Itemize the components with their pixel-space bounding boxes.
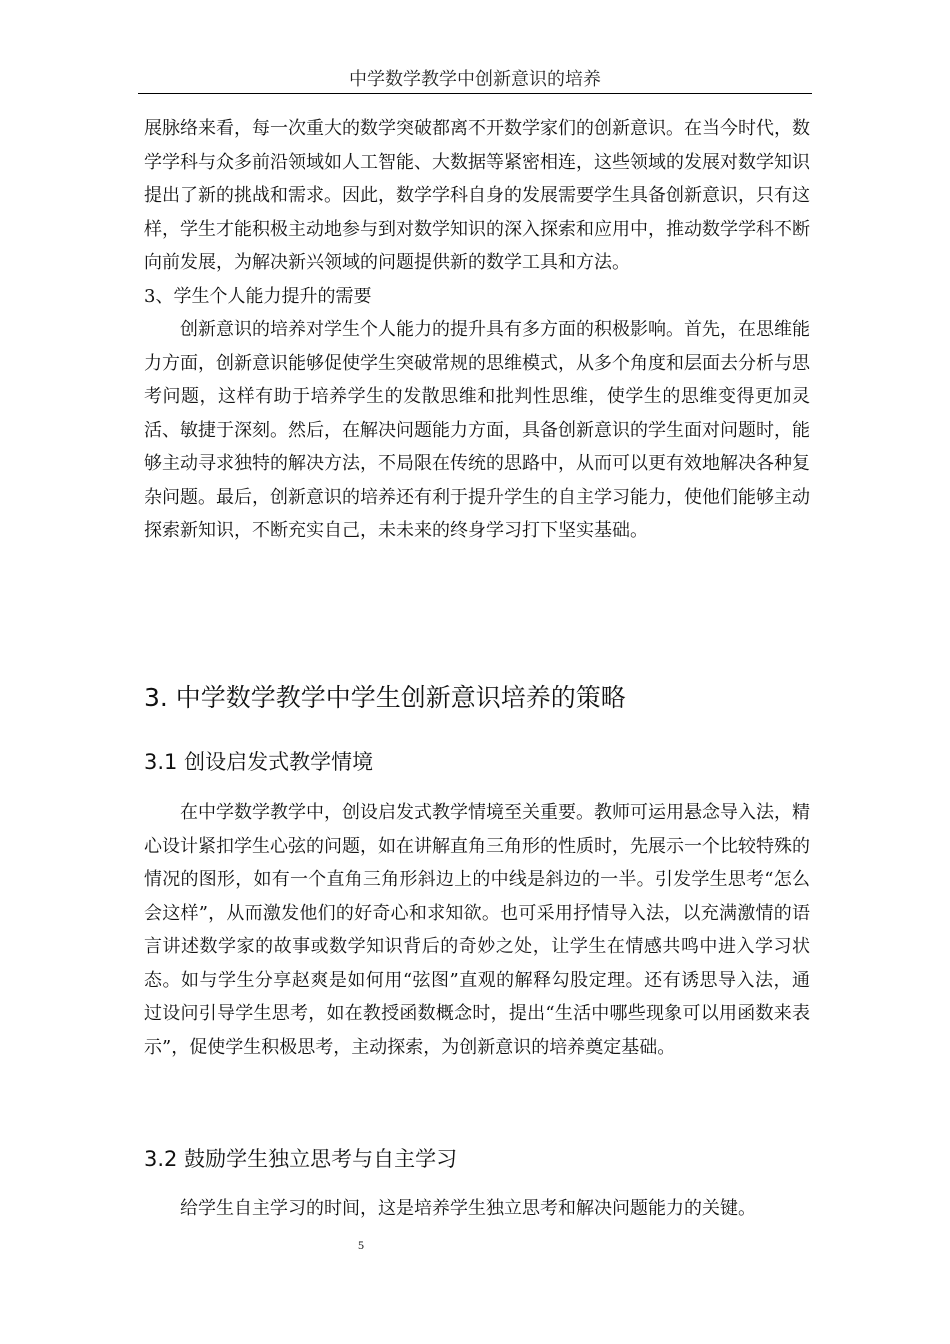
page-number: 5 (358, 1238, 364, 1252)
item-3-paragraph: 创新意识的培养对学生个人能力的提升具有多方面的积极影响。首先，在思维能力方面，创新意识能够促使学生突破常规的思维模式，从多个角度和层面去分析与思考问题，这样有助于培养学生的发散思维和批判性思维，使学生的思维变得更加灵活、敏捷于深刻。然后，在解决问题能力方面，具备创新意识的学生面对问题时，能够主动寻求独特的解决方法，不局限在传统的思路中，从而可以更有效地解决各种复杂问题。最后，创新意识的培养还有利于提升学生的自主学习能力，使他们能够主动探索新知识，不断充实自己，未未来的终身学习打下坚实基础。 (144, 319, 810, 541)
section-3-2-paragraph: 给学生自主学习的时间，这是培养学生独立思考和解决问题能力的关键。 (180, 1198, 756, 1219)
paragraph-continued: 展脉络来看，每一次重大的数学突破都离不开数学家们的创新意识。在当今时代，数学学科与众多前沿领域如人工智能、大数据等紧密相连，这些领域的发展对数学知识提出了新的挑战和需求。因此，数学学科自身的发展需要学生具备创新意识，只有这样，学生才能积极主动地参与到对数学知识的深入探索和应用中，推动数学学科不断向前发展，为解决新兴领域的问题提供新的数学工具和方法。 (144, 118, 810, 273)
running-header: 中学数学教学中创新意识的培养 (349, 69, 601, 90)
section-2-continued (144, 112, 810, 548)
section-3-2-body (144, 1192, 810, 1226)
header-divider (138, 93, 812, 94)
section-3-1-heading: 3.1 创设启发式教学情境 (144, 750, 374, 774)
section-3-1-body (144, 796, 810, 1064)
section-3-heading: 3. 中学数学教学中学生创新意识培养的策略 (144, 683, 626, 712)
section-3-2-heading: 3.2 鼓励学生独立思考与自主学习 (144, 1147, 458, 1171)
item-3-heading: 3、学生个人能力提升的需要 (144, 285, 372, 307)
section-3-1-paragraph: 在中学数学教学中，创设启发式教学情境至关重要。教师可运用悬念导入法，精心设计紧扣学生心弦的问题，如在讲解直角三角形的性质时，先展示一个比较特殊的情况的图形，如有一个直角三角形斜边上的中线是斜边的一半。引发学生思考“怎么会这样”，从而激发他们的好奇心和求知欲。也可采用抒情导入法，以充满激情的语言讲述数学家的故事或数学知识背后的奇妙之处，让学生在情感共鸣中进入学习状态。如与学生分享赵爽是如何用“弦图”直观的解释勾股定理。还有诱思导入法，通过设问引导学生思考，如在教授函数概念时，提出“生活中哪些现象可以用函数来表示”，促使学生积极思考，主动探索，为创新意识的培养奠定基础。 (144, 802, 810, 1058)
